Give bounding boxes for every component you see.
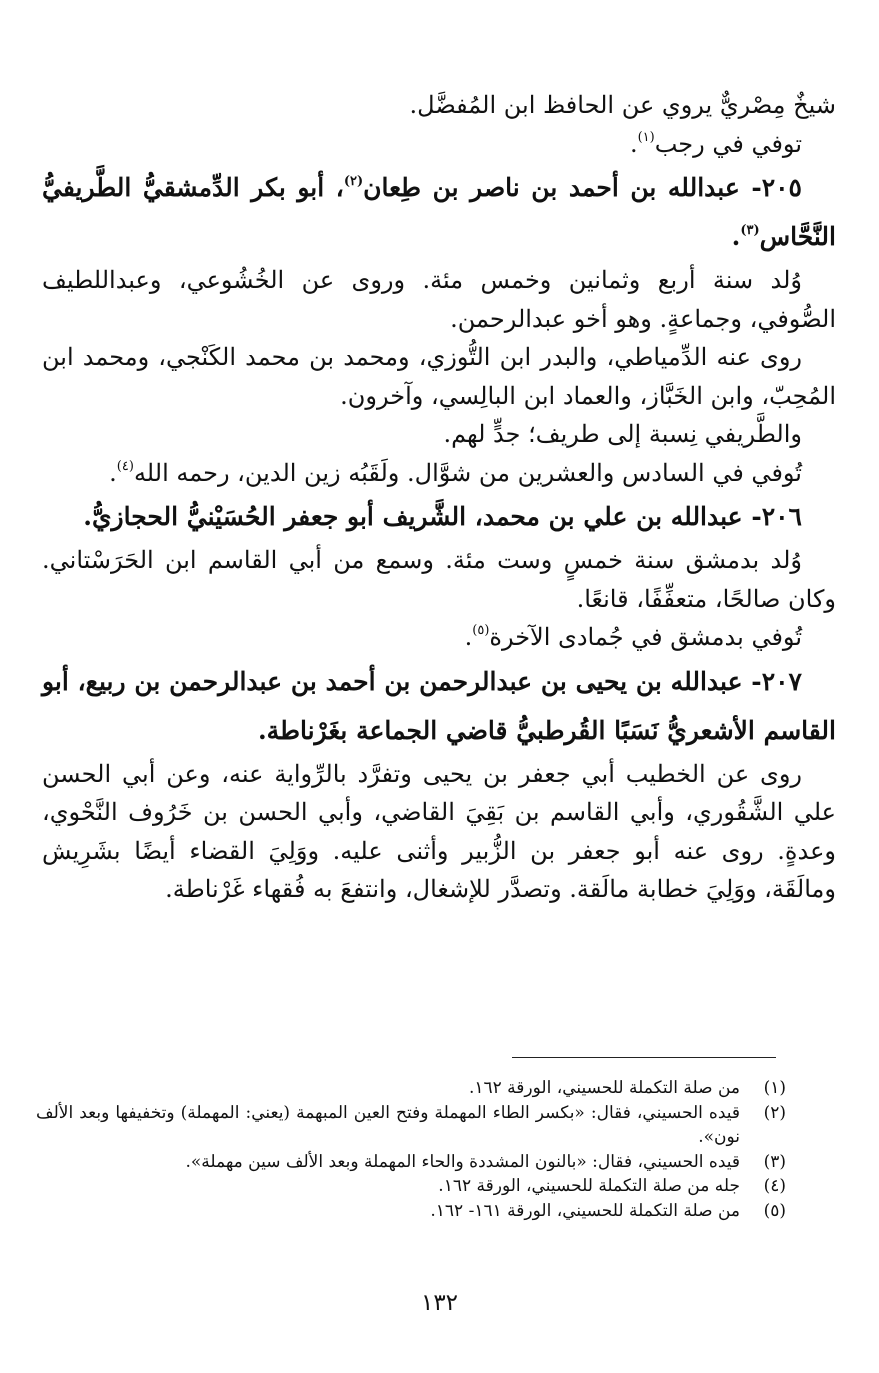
paragraph-9: روى عن الخطيب أبي جعفر بن يحيى وتفرَّد بالرِّواية عنه، وعن أبي الحسن علي الشَّقُوري، وأبي القاسم بن بَقِيَ القاضي، وأبي الحسن بن خَرُوف النَّحْوي، وعدةٍ. روى عنه أبو جعفر بن الزُّبير وأثنى عليه. ووَلِيَ القضاء أيضًا بشَرِيش ومالَقَة، ووَلِيَ خطابة مالَقة. وتصدَّر للإشغال، وانتفعَ به فُقهاء غَرْناطة. [42,759,836,903]
footnote-number: (١) [763,1078,786,1098]
paragraph-6: تُوفي في السادس والعشرين من شوَّال. ولَقَبُه زين الدين، رحمه الله$^{(٤)}$. [109,458,802,487]
footnote-5 [36,1199,786,1224]
page-number: ١٣٢ [420,1290,459,1316]
footnote-number: (٢) [763,1102,786,1123]
footnote-ref-5: (٥) [472,623,490,638]
book-page-body [42,86,836,909]
footnote-4 [36,1174,786,1199]
entry-206-title: عبدالله بن علي بن محمد، الشَّريف أبو جعفر الحُسَيْنيُّ الحجازيُّ. [83,502,743,531]
paragraph-6-text: تُوفي في السادس والعشرين من شوَّال. ولَقَبُه زين الدين، رحمه الله [133,458,802,487]
paragraph-3: وُلد سنة أربع وثمانين وخمس مئة. وروى عن الخُشُوعي، وعبداللطيف الصُّوفي، وجماعةٍ. وهو أخو عبدالرحمن. [42,266,836,333]
footnote-ref-3: (٣) [740,223,760,238]
paragraph-4: روى عنه الدِّمياطي، والبدر ابن التُّوزي، ومحمد بن محمد الكَنْجي، ومحمد ابن المُحِبّ، وابن الخَبَّاز، والعماد ابن البالِسي، وآخرون. [42,343,836,410]
entry-205-title-b: ، أبو بكر الدِّمشقيُّ الطَّريفيُّ النَّحَّاس [42,173,836,251]
footnote-1 [36,1076,786,1101]
entry-206-number: ٢٠٦- [751,502,802,531]
entry-207-title: عبدالله بن يحيى بن عبدالرحمن بن أحمد بن عبدالرحمن بن ربيع، أبو القاسم الأشعريُّ نَسَبًا القُرطبيُّ قاضي الجماعة بغَرْناطة. [42,666,836,745]
footnote-text: من صلة التكملة للحسيني، الورقة ١٦١- ١٦٢. [430,1200,740,1221]
entry-207-text [42,755,836,909]
paragraph-7: وُلد بدمشق سنة خمسٍ وست مئة. وسمع من أبي القاسم ابن الحَرَسْتاني. وكان صالحًا، متعفِّفًا، قانعًا. [42,546,836,613]
entry-207-number: ٢٠٧- [751,666,802,696]
paragraph-2-text: توفي في رجب [654,129,802,158]
footnote-number: (٣) [763,1151,786,1172]
footnote-text: جله من صلة التكملة للحسيني، الورقة ١٦٢. [438,1176,740,1196]
entry-205-title-a: عبدالله بن أحمد بن ناصر بن طِعان [363,173,740,202]
paragraph-8: تُوفي بدمشق في جُمادى الآخرة$^{(٥)}$. [464,623,802,651]
entry-206-heading [42,492,836,541]
footnotes [36,1076,786,1223]
entry-205-text [42,261,836,492]
paragraph-1: شيخٌ مِصْريٌّ يروي عن الحافظ ابن المُفضَّل. [409,91,836,119]
text-block [42,86,836,163]
paragraph-2: توفي في رجب$^{(١)}$. [629,129,802,158]
footnote-2 [36,1101,786,1150]
footnote-number: (٥) [763,1200,786,1221]
paragraph-5: والطَّريفي نِسبة إلى طريف؛ جدٍّ لهم. [443,420,802,448]
footnote-divider [512,1057,776,1058]
entry-207-heading [42,657,836,755]
entry-206-text [42,541,836,657]
footnote-number: (٤) [763,1176,786,1196]
footnote-ref-2: (٢) [343,174,364,189]
entry-205-heading: ٢٠٥- عبدالله بن أحمد بن ناصر بن طِعان$^{(٢)}$، أبو بكر الدِّمشقيُّ الطَّريفيُّ النَّحَّاس$^{(٣)}$. [42,173,836,251]
footnote-ref-1: (١) [637,129,655,145]
footnote-text: قيده الحسيني، فقال: «بالنون المشددة والحاء المهملة وبعد الألف سين مهملة». [185,1151,740,1172]
paragraph-8-text: تُوفي بدمشق في جُمادى الآخرة [489,623,802,651]
footnote-text: من صلة التكملة للحسيني، الورقة ١٦٢. [468,1078,740,1098]
footnote-3 [36,1150,786,1175]
footnote-ref-4: (٤) [116,458,134,474]
footnote-text: قيده الحسيني، فقال: «بكسر الطاء المهملة وفتح العين المبهمة (يعني: المهملة) وتخفيفها وبعد الألف نون». [36,1102,740,1147]
entry-205-number: ٢٠٥- [751,173,802,202]
